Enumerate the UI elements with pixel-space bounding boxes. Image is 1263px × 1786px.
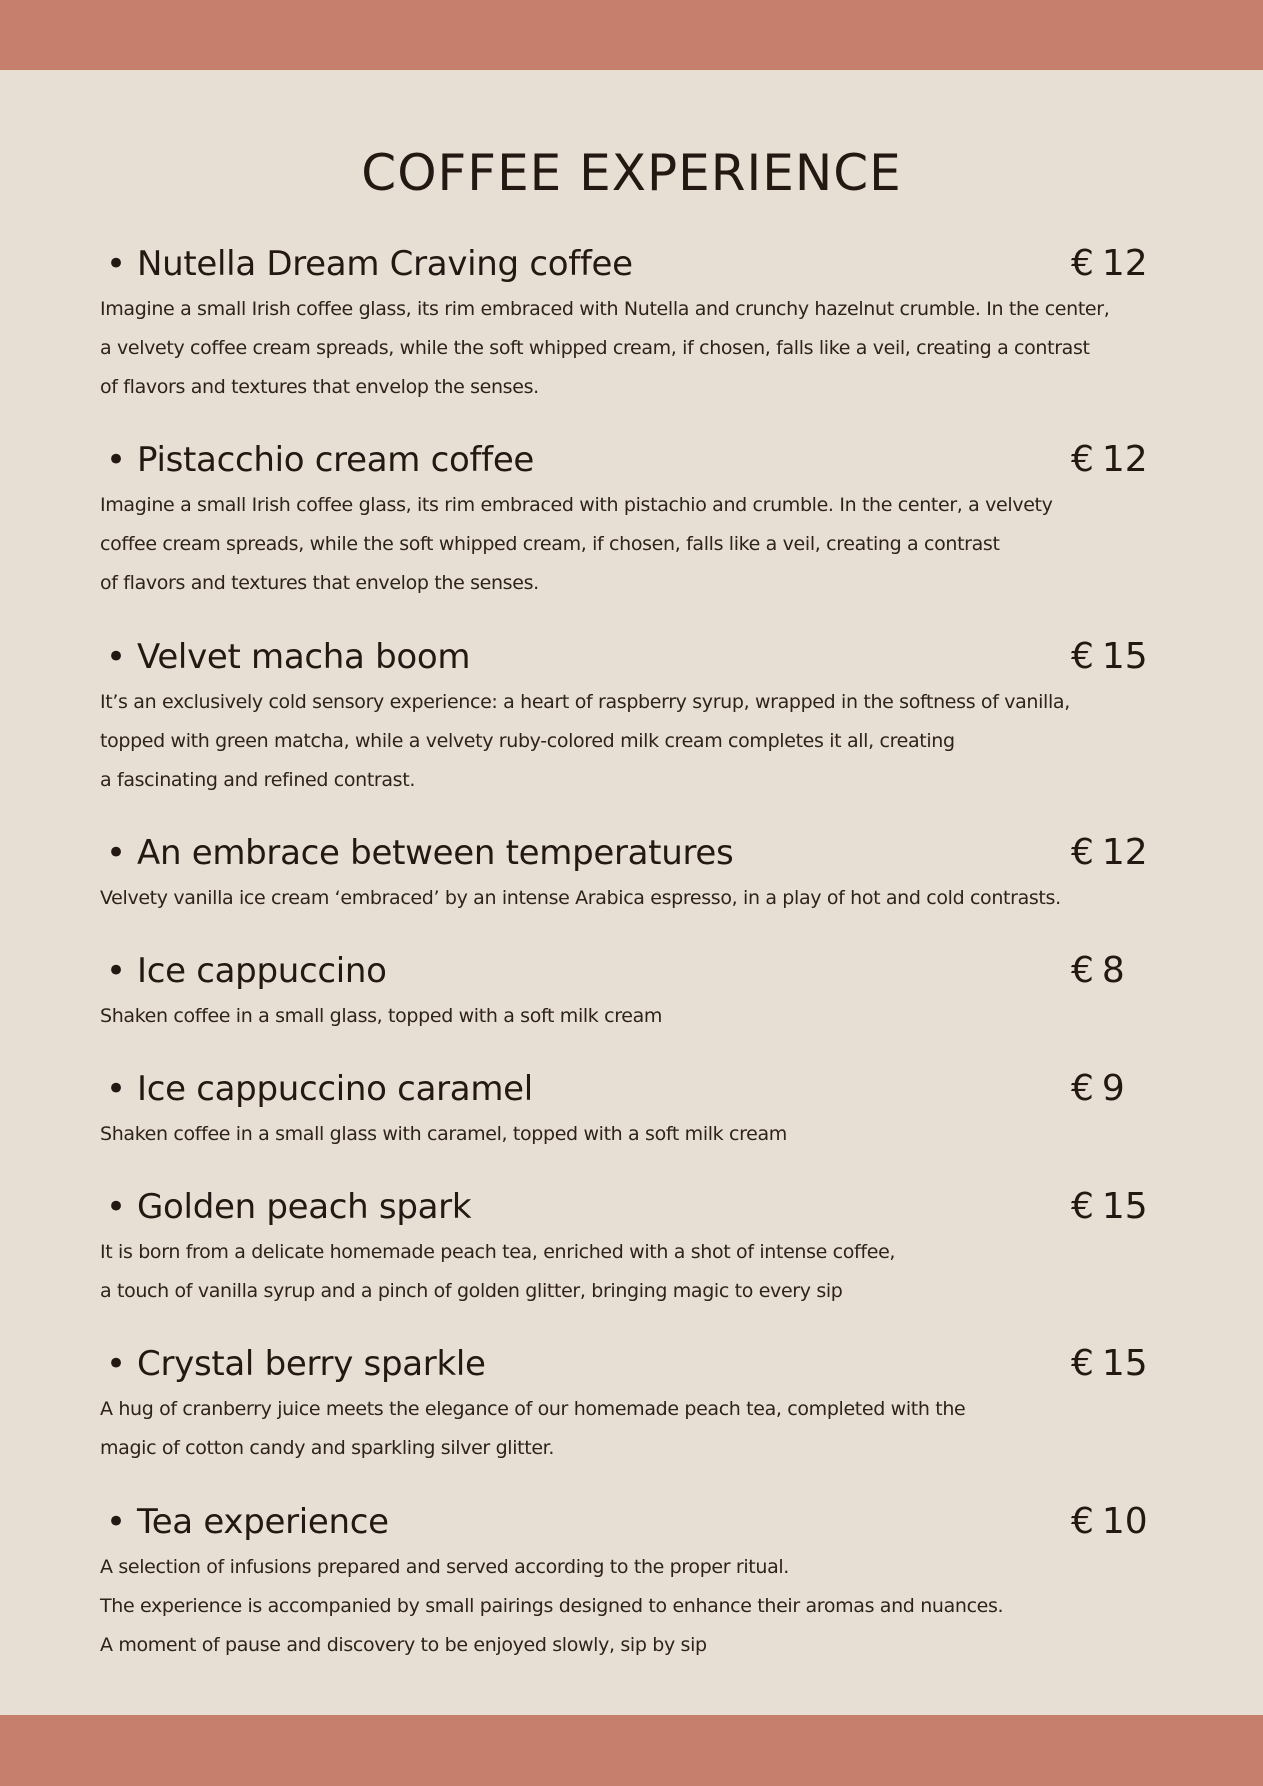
currency-symbol: € — [1071, 1068, 1094, 1109]
item-description — [100, 1233, 1163, 1311]
description-line: Imagine a small Irish coffee glass, its rim embraced with Nutella and crunchy hazelnut crumble. In the center, — [100, 298, 1110, 320]
item-name: Ice cappuccino caramel — [137, 1069, 533, 1109]
item-price — [1071, 633, 1148, 681]
bullet-icon: • — [106, 1344, 127, 1384]
item-name: Nutella Dream Craving coffee — [137, 244, 633, 284]
description-line: a fascinating and refined contrast. — [100, 769, 416, 791]
menu-title: COFFEE EXPERIENCE — [361, 144, 902, 202]
bullet-icon: • — [106, 440, 127, 480]
menu-item — [100, 1340, 1163, 1468]
description-line: A hug of cranberry juice meets the elegance of our homemade peach tea, completed with the — [100, 1398, 966, 1420]
currency-symbol: € — [1071, 1501, 1094, 1542]
currency-symbol: € — [1071, 832, 1094, 873]
currency-symbol: € — [1071, 243, 1094, 284]
item-name: Crystal berry sparkle — [137, 1344, 486, 1384]
item-name: Velvet macha boom — [137, 637, 471, 677]
item-description — [100, 1548, 1163, 1665]
item-description — [100, 486, 1163, 603]
description-line: magic of cotton candy and sparkling silver glitter. — [100, 1437, 555, 1459]
currency-symbol: € — [1071, 636, 1094, 677]
menu-item — [100, 1183, 1163, 1311]
description-line: topped with green matcha, while a velvety ruby-colored milk cream completes it all, creating — [100, 730, 955, 752]
item-name: Pistacchio cream coffee — [137, 440, 535, 480]
bullet-icon: • — [106, 1069, 127, 1109]
description-line: of flavors and textures that envelop the senses. — [100, 376, 539, 398]
description-line: It is born from a delicate homemade peach tea, enriched with a shot of intense coffee, — [100, 1241, 896, 1263]
menu-item — [100, 947, 1163, 1036]
price-value: 8 — [1101, 950, 1125, 991]
currency-symbol: € — [1071, 439, 1094, 480]
description-line: Shaken coffee in a small glass with caramel, topped with a soft milk cream — [100, 1123, 787, 1145]
item-price — [1071, 1498, 1148, 1546]
description-line: coffee cream spreads, while the soft whipped cream, if chosen, falls like a veil, creating a contrast — [100, 533, 1000, 555]
price-value: 15 — [1101, 636, 1148, 677]
price-value: 10 — [1101, 1501, 1148, 1542]
description-line: A moment of pause and discovery to be enjoyed slowly, sip by sip — [100, 1634, 707, 1656]
menu-item — [100, 633, 1163, 800]
description-line: Velvety vanilla ice cream ‘embraced’ by an intense Arabica espresso, in a play of hot and cold contrasts. — [100, 887, 1061, 909]
bullet-icon: • — [106, 244, 127, 284]
bullet-icon: • — [106, 637, 127, 677]
menu-item — [100, 829, 1163, 918]
item-price — [1071, 947, 1125, 995]
bottom-band — [0, 1715, 1263, 1786]
item-name: Tea experience — [137, 1502, 389, 1542]
item-price — [1071, 240, 1148, 288]
bullet-icon: • — [106, 951, 127, 991]
bullet-icon: • — [106, 833, 127, 873]
price-value: 12 — [1101, 439, 1148, 480]
description-line: Imagine a small Irish coffee glass, its rim embraced with pistachio and crumble. In the center, a velvety — [100, 494, 1053, 516]
description-line: The experience is accompanied by small pairings designed to enhance their aromas and nuances. — [100, 1595, 1004, 1617]
menu-item — [100, 436, 1163, 603]
item-description — [100, 683, 1163, 800]
description-line: of flavors and textures that envelop the senses. — [100, 572, 539, 594]
price-value: 15 — [1101, 1186, 1148, 1227]
top-band — [0, 0, 1263, 70]
description-line: A selection of infusions prepared and served according to the proper ritual. — [100, 1556, 789, 1578]
item-description — [100, 879, 1163, 918]
menu-item — [100, 1498, 1163, 1665]
description-line: Shaken coffee in a small glass, topped with a soft milk cream — [100, 1005, 663, 1027]
item-description — [100, 997, 1163, 1036]
item-name: Golden peach spark — [137, 1187, 472, 1227]
item-price — [1071, 829, 1148, 877]
item-description — [100, 290, 1163, 407]
item-price — [1071, 1340, 1148, 1388]
price-value: 12 — [1101, 243, 1148, 284]
currency-symbol: € — [1071, 1186, 1094, 1227]
item-price — [1071, 1183, 1148, 1231]
bullet-icon: • — [106, 1502, 127, 1542]
currency-symbol: € — [1071, 1343, 1094, 1384]
description-line: a velvety coffee cream spreads, while the soft whipped cream, if chosen, falls like a veil, creating a contrast — [100, 337, 1090, 359]
price-value: 12 — [1101, 832, 1148, 873]
item-name: Ice cappuccino — [137, 951, 387, 991]
bullet-icon: • — [106, 1187, 127, 1227]
item-description — [100, 1115, 1163, 1154]
item-name: An embrace between temperatures — [137, 833, 734, 873]
item-description — [100, 1390, 1163, 1468]
price-value: 9 — [1101, 1068, 1125, 1109]
menu-item — [100, 1065, 1163, 1154]
menu-item — [100, 240, 1163, 407]
description-line: It’s an exclusively cold sensory experience: a heart of raspberry syrup, wrapped in the softness of vanilla, — [100, 691, 1070, 713]
price-value: 15 — [1101, 1343, 1148, 1384]
description-line: a touch of vanilla syrup and a pinch of golden glitter, bringing magic to every sip — [100, 1280, 843, 1302]
item-price — [1071, 1065, 1125, 1113]
currency-symbol: € — [1071, 950, 1094, 991]
item-price — [1071, 436, 1148, 484]
